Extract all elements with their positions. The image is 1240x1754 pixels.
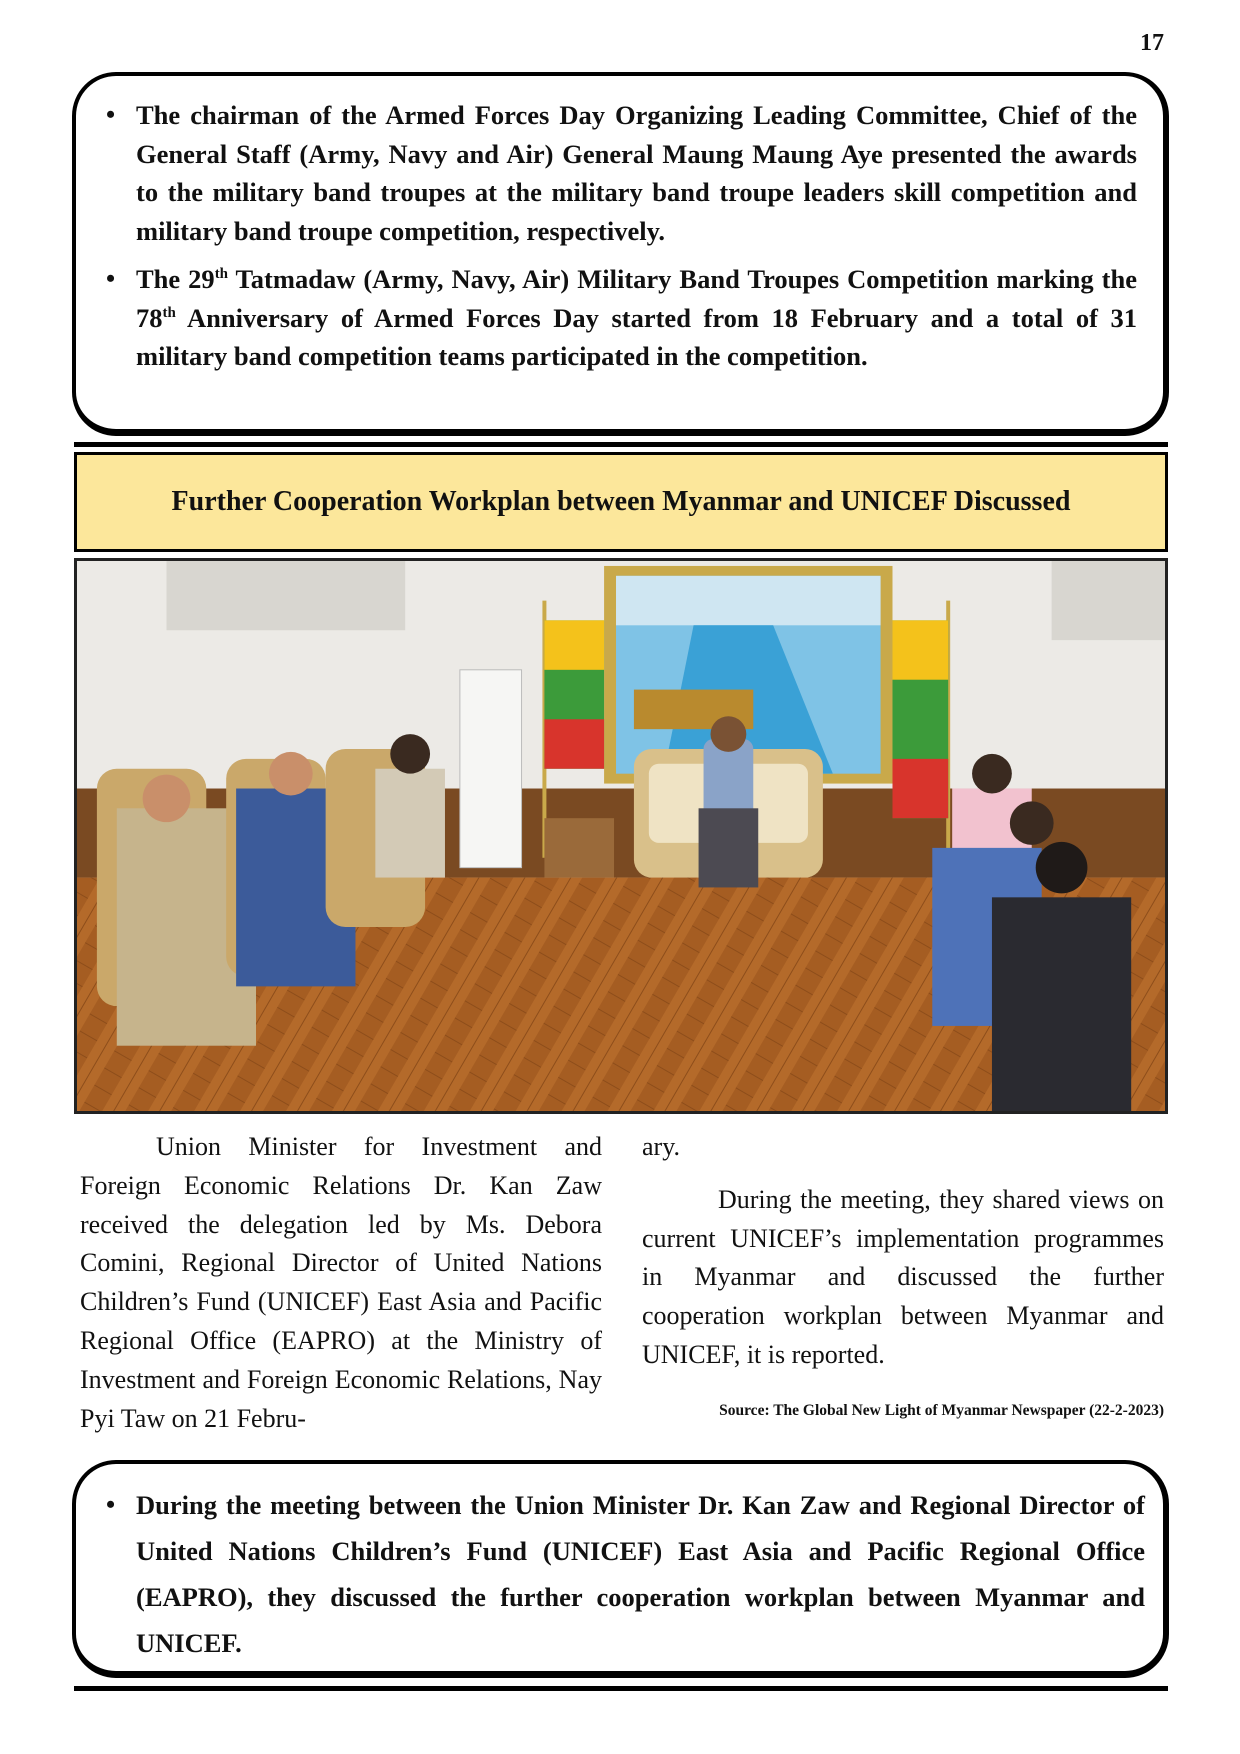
article-paragraph-continued: ary. [642,1132,681,1161]
bullet-text-part: Tatmadaw (Army, Navy, Air) Military Band Troupes Competition marking the 78 [136,264,1137,333]
meeting-photo-illustration [77,561,1165,1111]
article-paragraph: During the meeting, they shared views on current UNICEF’s implementation programmes in Myanmar and discussed the further cooperation workplan between Myanmar and UNICEF, it is reported. [642,1184,1164,1369]
bullet-item [106,96,1137,250]
meeting-photo [74,558,1168,1114]
article-title-band [74,452,1168,552]
superscript: th [162,304,176,321]
bullet-icon: • [106,1490,116,1519]
bullet-text-part: The 29 [136,264,215,294]
divider-rule [74,442,1168,447]
bullet-icon: • [106,100,116,129]
summary-box-bottom [72,1460,1169,1678]
divider-rule [74,1686,1168,1691]
bullet-list-top [106,96,1137,376]
article-column-right [642,1128,1164,1375]
bullet-text: During the meeting between the Union Minister Dr. Kan Zaw and Regional Director of United Nations Children’s Fund (UNICEF) East Asia and Pacific Regional Office (EAPRO), they discussed the further cooperation workplan between Myanmar and UNICEF. [136,1490,1145,1658]
page-number: 17 [1140,30,1164,56]
bullet-item [106,260,1137,376]
bullet-icon: • [106,264,116,293]
article-title: Further Cooperation Workplan between Myanmar and UNICEF Discussed [171,486,1071,517]
article-column-left [80,1128,602,1438]
superscript: th [214,266,229,283]
source-citation: Source: The Global New Light of Myanmar Newspaper (22-2-2023) [719,1402,1164,1419]
bullet-text: The chairman of the Armed Forces Day Organizing Leading Committee, Chief of the General Staff (Army, Navy and Air) General Maung Maung Aye presented the awards to the military band troupes at the military band troupe leaders skill competition and military band troupe competition, respectively. [136,100,1137,246]
article-paragraph: Union Minister for Investment and Foreign Economic Relations Dr. Kan Zaw received the delegation led by Ms. Debora Comini, Regional Director of United Nations Children’s Fund (UNICEF) East Asia and Pacific Regional Office (EAPRO) at the Ministry of Investment and Foreign Economic Relations, Nay Pyi Taw on 21 Febru- [80,1132,602,1433]
summary-box-top [72,72,1169,436]
bullet-list-bottom [106,1482,1145,1666]
bullet-item [106,1482,1145,1666]
bullet-text-part: Anniversary of Armed Forces Day started from 18 February and a total of 31 military band competition teams participated in the competition. [136,302,1137,371]
